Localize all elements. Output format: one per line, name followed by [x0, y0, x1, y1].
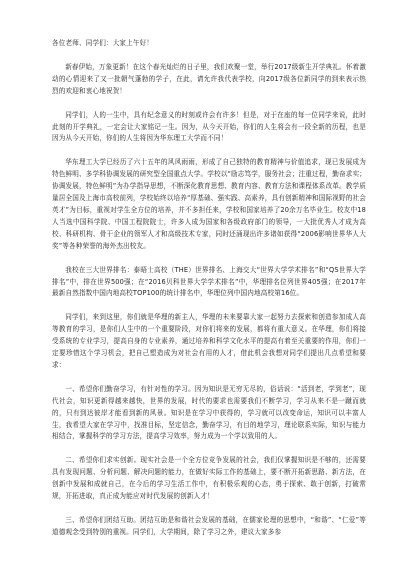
paragraph-text: 同学们，来到这里，你们就是华理的新主人，华理的未来要靠大家一起努力去探索和创造参加成人高等教育的学习，是你们人生中的一个重要阶段，对你们将来的发展，都将有重大意义。在华理，你们将接受系统的专业学习，提高自身的专业素养，通过培养和科学文化水平的提高有着至关重要的作用，你们一定要珍惜这个学习机会，把自己塑造成为对社会有用的人才，借此机会我想对同学们提出几点希望和要求：	[52, 313, 366, 369]
paragraph-text: 我校在三大世界排名：泰晤士高校（THE）世界排名、上海交大“世界大学学术排名”和“QS世界大学排名”中，排在世界500强；在“2016贝科世界大学学术排名”中，华理排名位列世界405强；在2017年最新自然指数中国内地高校TOP100的统计排名中，华理位列中国内地高校第16位。	[52, 265, 366, 298]
greeting-line: 各位老师、同学们：大家上午好！	[52, 39, 154, 47]
paragraph-text: 二、希望你们求实创新。现实社会是一个全方位竞争发展的社会，我们仅掌握知识是不够的，还需要具有发现问题、分析问题、解决问题的能力，在做好实际工作的基础上，要不断开拓新思路、新方法，在创新中发展和成就自己，在今后的学习生活工作中，有积极乐观的心态，勇于探索、敢于创新，打破常规，开拓进取，真正成为能应对时代发展的创新人才！	[52, 456, 366, 501]
paragraph-text: 同学们，人的一生中，具有纪念意义的时刻或许会有许多！但是，对于在座的每一位同学来说，此时此刻的开学典礼，一定会让大家铭记一生。因为，从今天开始，你们的人生将会有一段全新的历程，也是因为从今天开始，你们的人生将因为华东理工大学而不同！	[52, 110, 366, 143]
paragraph-point-two	[52, 455, 366, 503]
paragraph-text: 华东理工大学已经历了六十五年的风风雨雨，形成了自己独特的教育精神与价值追求，现已发展成为特色鲜明、多学科协调发展的研究型全国重点大学。学校以“励志笃学，服务社会；注重过程，勤奋求实；协调发展，特色鲜明”为办学指导思想，不断深化教育思想、教育内容、教育方法和课程体系改革。教学质量居全国及上海市高校前列，学校始终以培养“厚基础、强实践、高素养，具有创新精神和国际视野的社会英才”为目标，重视对学生全方位的培养，并不多担任来，学校和国家培养了20余万名毕业生。校友中18人当选中国科学院、中国工程院院士，许多人成为国家和各级政府部门的领导，一大批优秀人才成为高校、科研机构、骨干企业的领军人才和高级技术专家，同时还涌现出许多诸如获得“2006影响世界华人大奖”等各种荣誉的海外杰出校友。	[52, 158, 366, 250]
paragraph-rankings	[52, 265, 366, 301]
paragraph-welcome	[52, 62, 366, 98]
paragraph-university-history	[52, 157, 366, 252]
paragraph-text: 三、希望你们团结互助。团结互助是和谐社会发展的基础，在儒家伦理的思想中，“和谐”、“仁爱”等道德观念受到特别的重视。同学们，大学期间，除了学习之外，建议大家多参	[52, 516, 366, 536]
paragraph-memorable-moment	[52, 110, 366, 146]
paragraph-expectations	[52, 312, 366, 372]
paragraph-point-three	[52, 515, 366, 539]
paragraph-point-one	[52, 384, 366, 444]
paragraph-text: 一、希望你们勤奋学习，有针对性的学习。因为知识是无穷无尽的，俗话说：“活到老，学到老”，现代社会，知识更新得越来越快，世界的发展，时代的要求也需要我们不断学习，学习从来不是一蹴而就的，只有到达彼岸才能看到新的风景。知识是在学习中获得的，学习就可以改变命运，知识可以丰富人生，我希望大家在学习中，找准目标，坚定信念，勤奋学习，有目的地学习，理论联系实际，知识与能力相结合，掌握科学的学习方法，提高学习效率，努力成为一个学以致用的人。	[52, 384, 366, 441]
paragraph-text: 新春伊始，万象更新！在这个春光灿烂的日子里，我们欢聚一堂，举行2017级新生开学典礼。怀着激动的心情迎来了又一批朝气蓬勃的学子，在此，请允许我代表学校，向2017级各位新同学的到来表示热烈的欢迎和衷心地祝贺！	[52, 62, 366, 95]
